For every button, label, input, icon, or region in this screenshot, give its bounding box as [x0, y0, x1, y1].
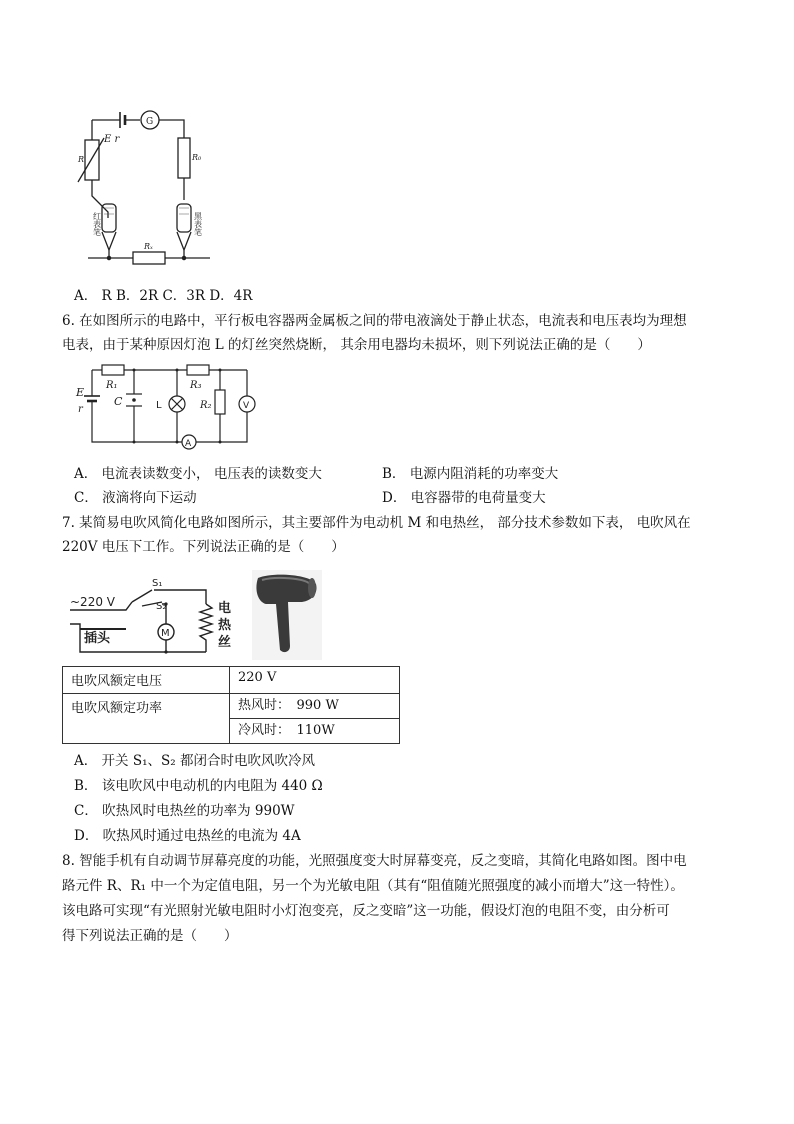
q8-stem-line2: 路元件 R、R₁ 中一个为定值电阻，另一个为光敏电阻（其有“阻值随光照强度的减小而增大”这一特性）。 — [62, 878, 684, 894]
q5-label-red-probe: 红表笔 — [92, 212, 102, 236]
q6-label-r: r — [78, 404, 83, 415]
q6-label-a: A — [185, 439, 192, 449]
q7-option-c: C． 吹热风时电热丝的功率为 990W — [74, 803, 295, 819]
q6-stem-line2: 电表，由于某种原因灯泡 L 的灯丝突然烧断， 其余用电器均未损坏，则下列说法正确的是（ ） — [62, 337, 651, 353]
q7-label-s2: S₂ — [156, 601, 167, 612]
q5-label-er: E r — [104, 134, 120, 145]
q7-circuit-figure — [66, 572, 242, 662]
q7-label-m: M — [161, 628, 170, 639]
table-cell-cold-air: 冷风时： 110W — [230, 718, 399, 743]
table-cell-power-label: 电吹风额定功率 — [63, 694, 230, 744]
q6-figure — [72, 362, 272, 452]
q7-stem-line2: 220V 电压下工作。下列说法正确的是（ ） — [62, 539, 345, 555]
q7-stem-line1: 7. 某简易电吹风简化电路如图所示，其主要部件为电动机 M 和电热丝， 部分技术参数如下表， 电吹风在 — [62, 515, 691, 531]
q6-label-c: C — [114, 395, 123, 408]
q6-stem-line1: 6. 在如图所示的电路中，平行板电容器两金属板之间的带电液滴处于静止状态，电流表和电压表均为理想 — [62, 313, 687, 329]
q6-label-r3: R₃ — [190, 380, 202, 391]
table-cell-voltage-label: 电吹风额定电压 — [63, 667, 230, 694]
q7-label-s1: S₁ — [152, 578, 163, 589]
q5-label-g: G — [146, 117, 154, 127]
q7-label-heater-1: 电 — [218, 601, 232, 616]
q7-option-b: B． 该电吹风中电动机的内电阻为 440 Ω — [74, 778, 323, 794]
q7-label-heater-2: 热 — [218, 618, 232, 633]
q7-label-plug: 插头 — [84, 631, 111, 646]
table-cell-hot-air: 热风时： 990 W — [238, 698, 339, 713]
q5-figure — [70, 100, 230, 275]
q8-stem-line4: 得下列说法正确的是（ ） — [62, 928, 238, 944]
q6-label-r1: R₁ — [106, 380, 118, 391]
q8-stem-line1: 8. 智能手机有自动调节屏幕亮度的功能，光照强度变大时屏幕变亮，反之变暗，其简化电路如图。图中电 — [62, 853, 687, 869]
q7-label-heater-3: 丝 — [218, 635, 232, 650]
q8-stem-line3: 该电路可实现“有光照射光敏电阻时小灯泡变亮，反之变暗”这一功能，假设灯泡的电阻不变，由分析可 — [62, 903, 670, 919]
q6-option-a: A． 电流表读数变小， 电压表的读数变大 — [74, 466, 322, 482]
q6-label-e: E — [76, 386, 85, 399]
q5-label-black-probe: 黑表笔 — [193, 212, 203, 236]
q5-label-r0: R₀ — [192, 153, 202, 162]
table-row — [63, 694, 400, 744]
q6-label-l: L — [156, 400, 162, 411]
q5-options: A． R B．2R C．3R D．4R — [74, 288, 253, 304]
q7-label-voltage: ~220 V — [70, 595, 115, 609]
hair-dryer-photo — [252, 570, 322, 660]
q5-label-rprime: R' — [78, 155, 87, 164]
table-row — [63, 667, 400, 694]
q6-option-c: C． 液滴将向下运动 — [74, 490, 197, 506]
specs-table — [62, 666, 400, 744]
q6-option-d: D． 电容器带的电荷量变大 — [382, 490, 546, 506]
table-cell-voltage-value: 220 V — [230, 667, 400, 694]
q7-option-d: D． 吹热风时通过电热丝的电流为 4A — [74, 828, 301, 844]
q6-option-b: B． 电源内阻消耗的功率变大 — [382, 466, 559, 482]
q6-label-v: V — [243, 401, 250, 411]
q6-label-r2: R₂ — [200, 400, 212, 411]
q5-label-rx: Rₓ — [144, 242, 153, 251]
q7-option-a: A． 开关 S₁、S₂ 都闭合时电吹风吹冷风 — [74, 753, 315, 769]
